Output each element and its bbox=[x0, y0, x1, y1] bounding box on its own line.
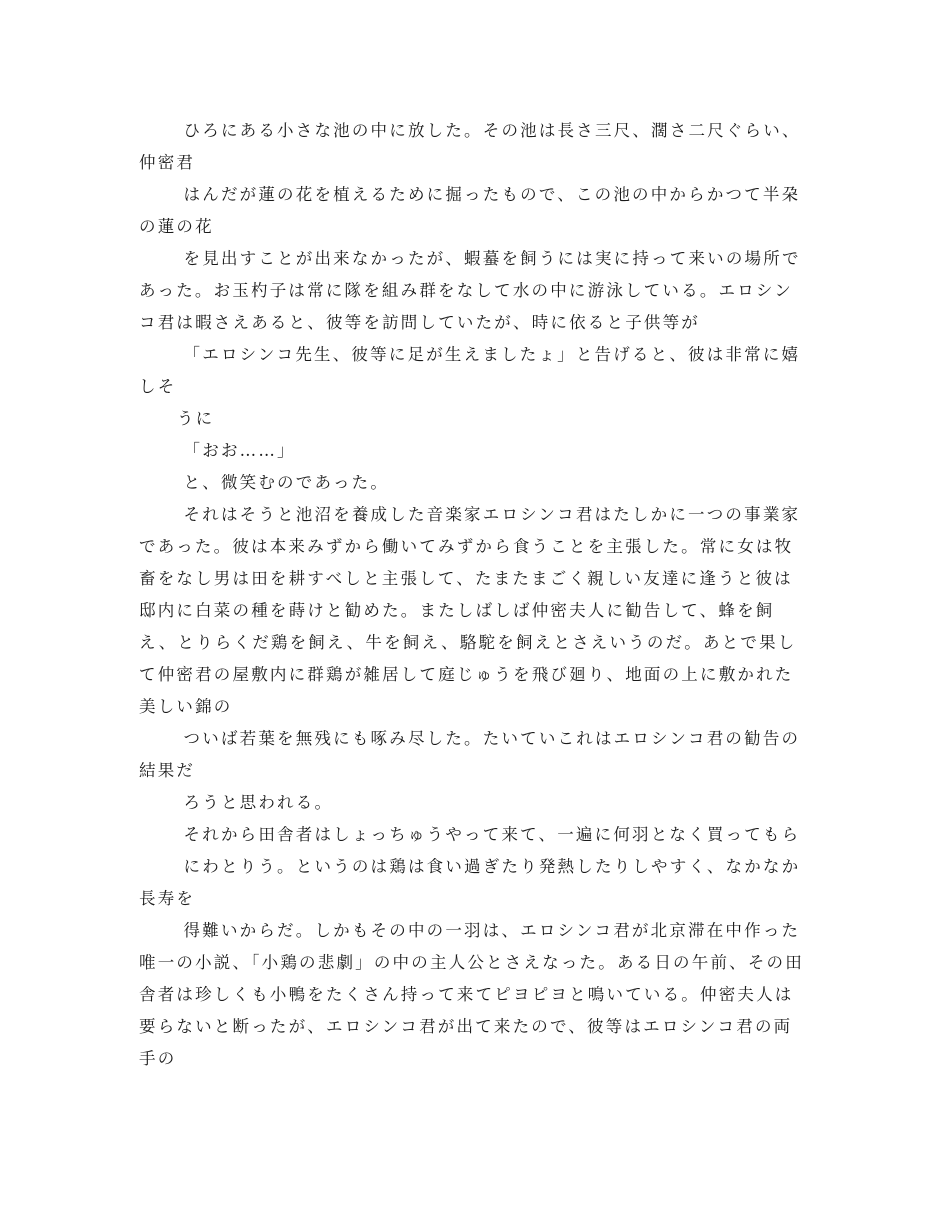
body-text bbox=[139, 115, 811, 1075]
paragraph: と、微笑むのであった。 bbox=[183, 473, 390, 492]
paragraph: ひろにある小さな池の中に放した。その池は長さ三尺、濶さ二尺ぐらい、仲密君 bbox=[139, 121, 801, 172]
paragraph: はんだが蓮の花を植えるために掘ったもので、この池の中からかつて半朶の蓮の花 bbox=[139, 185, 801, 236]
paragraph: 得難いからだ。しかもその中の一羽は、エロシンコ君が北京滞在中作った唯一の小説、「小鶏の悲劇」の中の主人公とさえなった。ある日の午前、その田舎者は珍しくも小鴨をたくさん持って来てピヨピヨと鳴いている。仲密夫人は要らないと断ったが、エロシンコ君が出て来たので、彼等はエロシンコ君の両手の bbox=[139, 921, 804, 1068]
paragraph: 「エロシンコ先生、彼等に足が生えましたょ」と告げると、彼は非常に嬉しそ bbox=[139, 345, 801, 396]
paragraph: ついば若葉を無残にも啄み尽した。たいていこれはエロシンコ君の勧告の結果だ bbox=[139, 729, 801, 780]
paragraph: 「おお……」 bbox=[183, 441, 296, 460]
paragraph: それから田舎者はしょっちゅうやって来て、一遍に何羽となく買ってもら bbox=[183, 825, 801, 844]
paragraph: ろうと思われる。 bbox=[183, 793, 334, 812]
paragraph: うに bbox=[176, 409, 215, 428]
paragraph: を見出すことが出来なかったが、蝦蟇を飼うには実に持って来いの場所であった。お玉杓子は常に隊を組み群をなして水の中に游泳している。エロシンコ君は暇さえあると、彼等を訪問していたが、時に依ると子供等が bbox=[139, 249, 801, 332]
paragraph: にわとりう。というのは鶏は食い過ぎたり発熱したりしやすく、なかなか長寿を bbox=[139, 857, 801, 908]
paragraph: それはそうと池沼を養成した音楽家エロシンコ君はたしかに一つの事業家であった。彼は本来みずから働いてみずから食うことを主張した。常に女は牧畜をなし男は田を耕すべしと主張して、たまたまごく親しい友達に逢うと彼は邸内に白菜の種を蒔けと勧めた。またしばしば仲密夫人に勧告して、蜂を飼え、とりらくだ鶏を飼え、牛を飼え、駱駝を飼えとさえいうのだ。あとで果して仲密君の屋敷内に群鶏が雑居して庭じゅうを飛び廻り、地面の上に敷かれた美しい錦の bbox=[139, 505, 801, 716]
